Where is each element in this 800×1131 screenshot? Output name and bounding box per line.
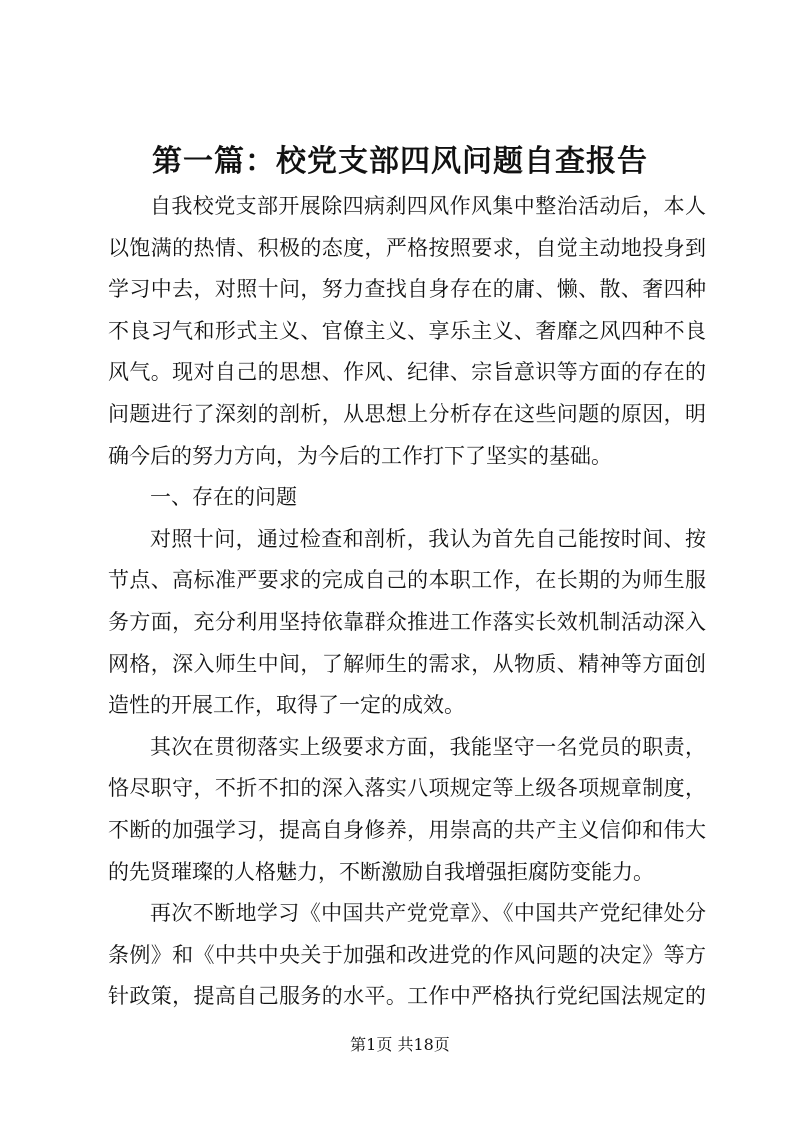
text-line: 条例》和《中共中央关于加强和改进党的作风问题的决定》等方 <box>108 942 706 967</box>
section-heading: 一、存在的问题 <box>150 485 297 510</box>
text-line: 再次不断地学习《中国共产党党章》、《中国共产党纪律处分 <box>150 901 706 926</box>
text-line: 不良习气和形式主义、官僚主义、享乐主义、奢靡之风四种不良 <box>108 318 706 343</box>
text-line: 风气。现对自己的思想、作风、纪律、宗旨意识等方面的存在的 <box>108 360 706 385</box>
text-line: 务方面，充分利用坚持依靠群众推进工作落实长效机制活动深入 <box>108 609 706 634</box>
text-line: 网格，深入师生中间，了解师生的需求，从物质、精神等方面创 <box>108 651 706 676</box>
text-line: 自我校党支部开展除四病刹四风作风集中整治活动后，本人 <box>150 194 706 218</box>
text-line: 其次在贯彻落实上级要求方面，我能坚守一名党员的职责， <box>150 734 706 759</box>
document-title: 第一篇：校党支部四风问题自查报告 <box>152 144 648 179</box>
text-line: 问题进行了深刻的剖析，从思想上分析存在这些问题的原因，明 <box>108 401 706 426</box>
text-line: 确今后的努力方向，为今后的工作打下了坚实的基础。 <box>108 443 612 468</box>
text-line: 不断的加强学习，提高自身修养，用崇高的共产主义信仰和伟大 <box>108 817 706 842</box>
document-body <box>108 186 706 1018</box>
text-line: 针政策，提高自己服务的水平。工作中严格执行党纪国法规定的 <box>108 984 706 1009</box>
text-line: 的先贤璀璨的人格魅力，不断激励自我增强拒腐防变能力。 <box>108 859 654 884</box>
text-line: 对照十问，通过检查和剖析，我认为首先自己能按时间、按 <box>150 526 706 551</box>
text-line: 节点、高标准严要求的完成自己的本职工作，在长期的为师生服 <box>108 568 706 593</box>
text-line: 学习中去，对照十问，努力查找自身存在的庸、懒、散、奢四种 <box>108 277 706 302</box>
text-line: 恪尽职守，不折不扣的深入落实八项规定等上级各项规章制度， <box>108 776 706 801</box>
text-line: 造性的开展工作，取得了一定的成效。 <box>108 693 465 718</box>
page-number: 第1页 共18页 <box>350 1035 450 1054</box>
text-line: 以饱满的热情、积极的态度，严格按照要求，自觉主动地投身到 <box>108 235 706 260</box>
